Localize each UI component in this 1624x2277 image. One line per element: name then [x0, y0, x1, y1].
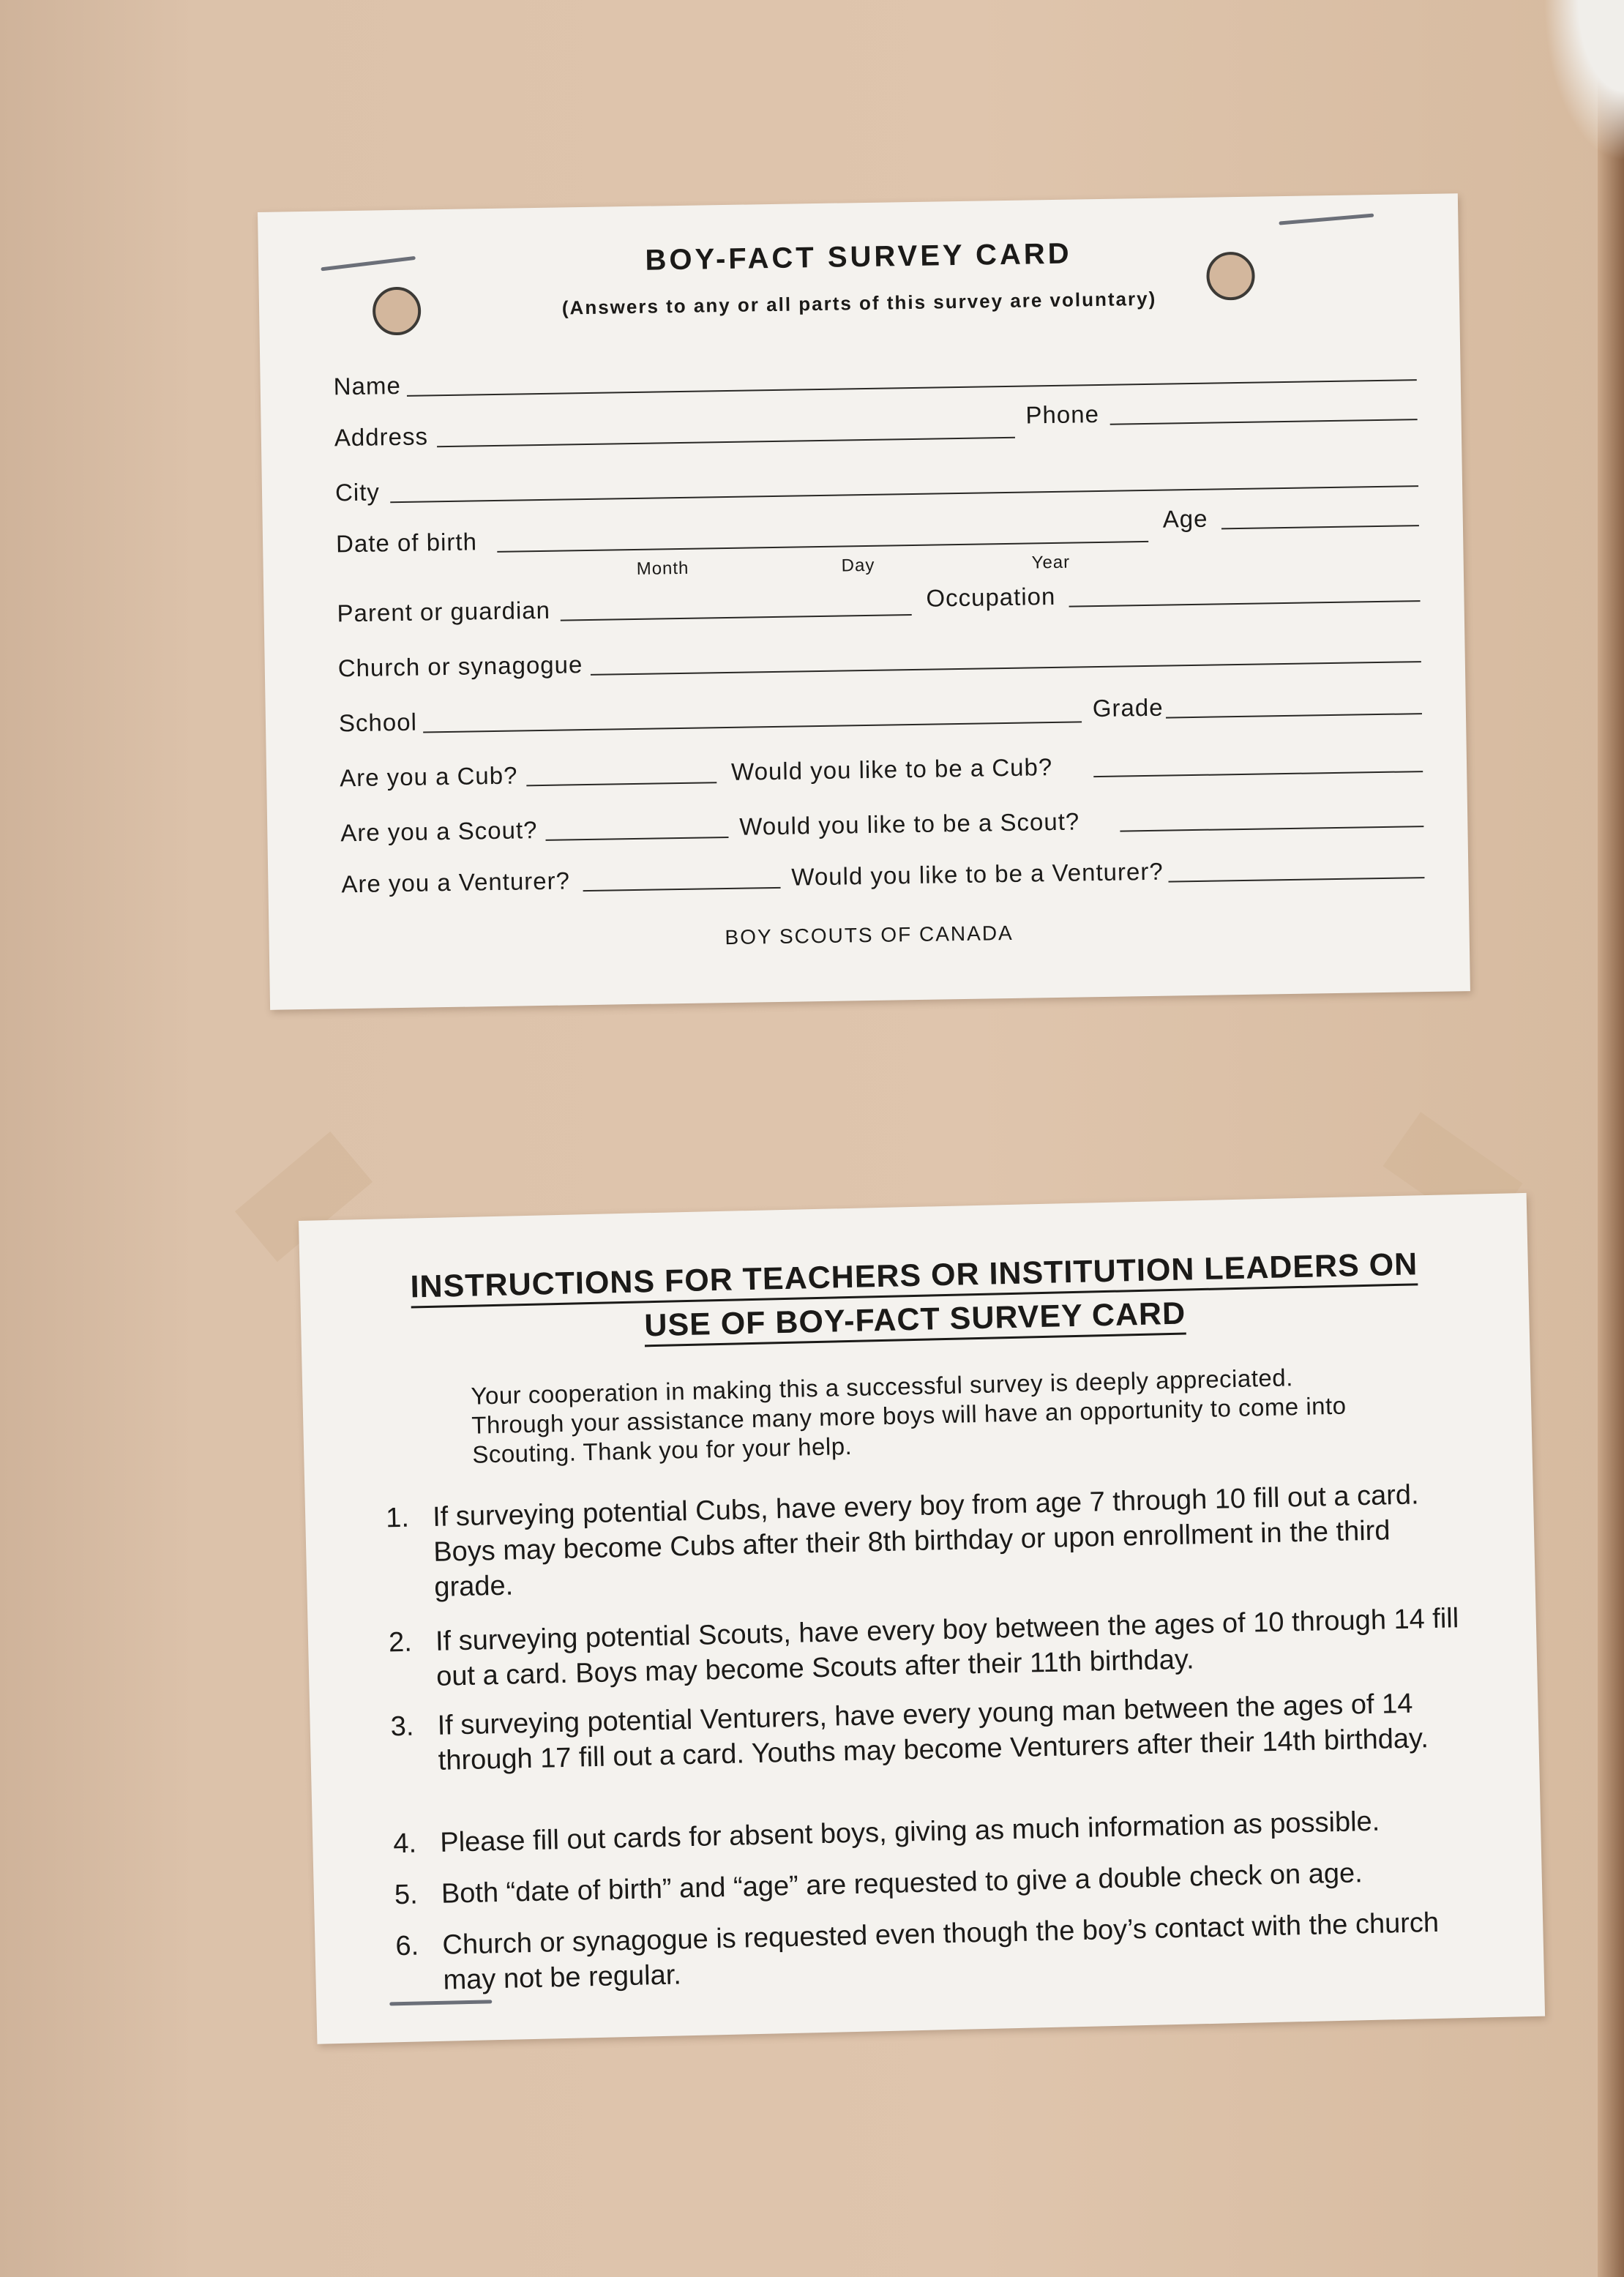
instructions-heading-line2: USE OF BOY-FACT SURVEY CARD [301, 1288, 1530, 1352]
age-field[interactable] [1221, 525, 1419, 529]
age-label: Age [1162, 504, 1208, 533]
dob-row [335, 501, 1420, 579]
dob-field[interactable] [497, 541, 1148, 553]
school-field[interactable] [423, 721, 1082, 733]
phone-field[interactable] [1110, 419, 1418, 425]
card-footer: BOY SCOUTS OF CANADA [725, 921, 1014, 949]
cub-row [340, 736, 1423, 796]
album-spine [1598, 0, 1624, 2277]
cub-like-question: Would you like to be a Cub? [730, 753, 1053, 785]
city-row [334, 450, 1418, 511]
scout-question: Are you a Scout? [340, 816, 538, 847]
instruction-item: 3. If surveying potential Venturers, have every young man between the ages of 14 through 17 fill out a card. Youths may become Venturers after their 14th birthday. [390, 1688, 1429, 1776]
scout-row [340, 790, 1424, 851]
occupation-label: Occupation [926, 582, 1056, 612]
school-label: School [338, 708, 418, 737]
grade-label: Grade [1092, 693, 1164, 722]
name-row [333, 344, 1417, 405]
cub-question: Are you a Cub? [339, 761, 518, 792]
grade-field[interactable] [1166, 713, 1422, 718]
school-row [338, 681, 1422, 741]
address-row [334, 395, 1418, 456]
instructions-heading-line1: INSTRUCTIONS FOR TEACHERS OR INSTITUTION LEADERS ON [300, 1244, 1529, 1308]
occupation-field[interactable] [1069, 600, 1421, 607]
card-title: BOY-FACT SURVEY CARD [645, 237, 1072, 277]
church-label: Church or synagogue [337, 651, 583, 682]
address-label: Address [334, 422, 429, 452]
month-label: Month [636, 558, 689, 579]
venturer-answer[interactable] [583, 887, 781, 891]
instruction-item: 6. Church or synagogue is requested even though the boy’s contact with the church may not be regular. [395, 1907, 1440, 1996]
venturer-like-answer[interactable] [1169, 877, 1425, 882]
parent-row [337, 571, 1421, 632]
parent-label: Parent or guardian [337, 596, 551, 627]
instruction-item: 5. Both “date of birth” and “age” are requested to give a double check on age. [394, 1858, 1363, 1911]
venturer-row [341, 842, 1425, 902]
name-field[interactable] [407, 379, 1417, 397]
church-row [337, 626, 1421, 687]
day-label: Day [841, 555, 875, 576]
card-subtitle: (Answers to any or all parts of this survey are voluntary) [561, 287, 1157, 319]
scout-like-answer[interactable] [1120, 826, 1423, 832]
instructions-intro: Your cooperation in making this a successful survey is deeply appreciated. Through your assistance many more boys will have an opportunity to come into Scouting. Thank you for your help. [471, 1364, 1347, 1468]
instruction-item: 2. If surveying potential Scouts, have every boy between the ages of 10 through 14 fill out a card. Boys may become Scouts after their 11th birthday. [388, 1603, 1459, 1692]
name-label: Name [333, 371, 402, 400]
dob-label: Date of birth [335, 528, 478, 558]
cub-answer[interactable] [526, 782, 716, 786]
instruction-item: 1. If surveying potential Cubs, have every boy from age 7 through 10 fill out a card. Boys may become Cubs after their 8th birthday or upon enrollment in the third grade. [385, 1479, 1420, 1603]
scout-like-question: Would you like to be a Scout? [738, 807, 1080, 840]
cub-like-answer[interactable] [1093, 771, 1423, 777]
venturer-question: Are you a Venturer? [341, 867, 571, 898]
city-field[interactable] [390, 485, 1418, 503]
church-field[interactable] [591, 661, 1421, 676]
instructions-card [299, 1193, 1545, 2044]
venturer-like-question: Would you like to be a Venturer? [791, 857, 1164, 891]
year-label: Year [1031, 552, 1071, 573]
phone-label: Phone [1025, 400, 1100, 429]
survey-card [258, 193, 1470, 1010]
address-field[interactable] [437, 437, 1015, 447]
instruction-item: 4. Please fill out cards for absent boys, giving as much information as possible. [392, 1806, 1380, 1860]
page-corner [1543, 0, 1624, 161]
city-label: City [334, 478, 381, 506]
pencil-mark [1279, 214, 1374, 225]
parent-field[interactable] [561, 614, 912, 621]
scout-answer[interactable] [546, 837, 729, 841]
